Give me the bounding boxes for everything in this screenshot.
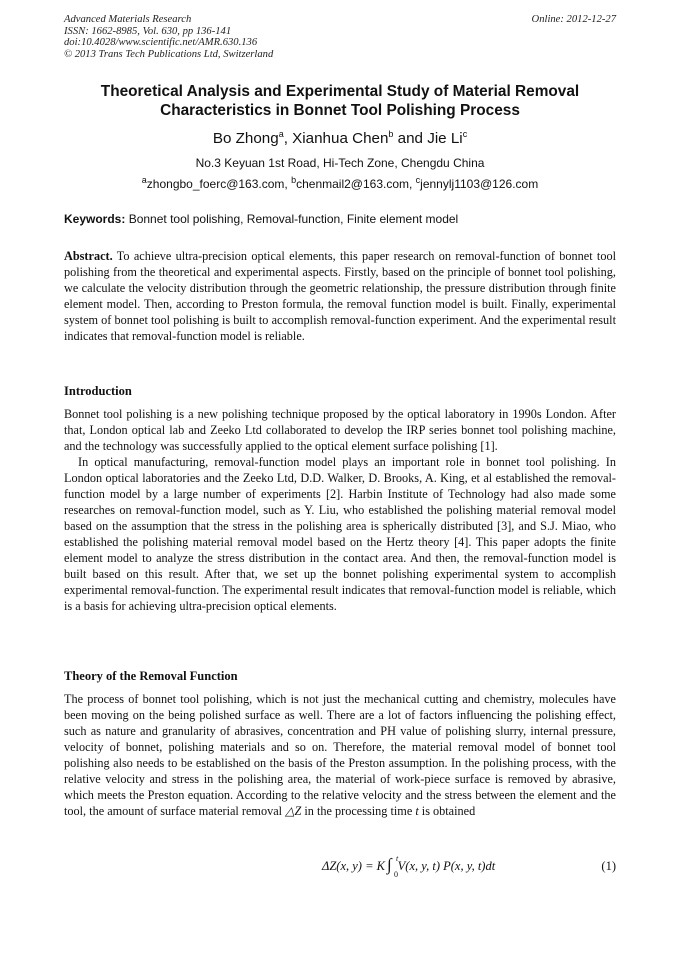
author-list bbox=[64, 130, 616, 148]
paper-title bbox=[64, 82, 616, 120]
journal-doi: doi:10.4028/www.scientific.net/AMR.630.136 bbox=[64, 37, 258, 49]
author-and: and bbox=[393, 130, 428, 147]
equation-expression bbox=[322, 854, 496, 879]
paper-title-line-2: Characteristics in Bonnet Tool Polishing Process bbox=[160, 102, 520, 119]
paragraph-text: in the processing time bbox=[301, 804, 416, 818]
author-separator: , bbox=[283, 130, 293, 147]
keywords bbox=[64, 212, 616, 227]
email-link[interactable]: zhongbo_foerc@163.com bbox=[146, 177, 285, 191]
paragraph-text: is obtained bbox=[418, 804, 476, 818]
email-link[interactable]: jennylj1103@126.com bbox=[420, 177, 539, 191]
integral-symbol: ∫ bbox=[386, 855, 392, 874]
affiliation: No.3 Keyuan 1st Road, Hi-Tech Zone, Chengdu China bbox=[195, 156, 485, 170]
time-symbol: t bbox=[415, 804, 419, 818]
paper-title-line-1: Theoretical Analysis and Experimental Study of Material Removal bbox=[100, 83, 580, 100]
paragraph-text: The process of bonnet tool polishing, which is not just the mechanical cutting and chemistry, molecules have been moving on the being polished surface as well. There are a lot of factors influencing the polishing effect, such as nature and granularity of abrasives, concentration and PH value of polishing slurry, internal pressure, velocity of bonnet, polishing materials and so on. Therefore, the material removal model of bonnet tool polishing also needs to be established on the basis of the Preston assumption. In the polishing process, with the relative velocity and stress in the polishing area, the material of work-piece surface is removed by abrasive, which meets the Preston equation. According to the relative velocity and the stress between the element and the tool, the amount of surface material removal bbox=[64, 692, 616, 818]
email-separator: , bbox=[409, 177, 416, 191]
email-separator: , bbox=[284, 177, 292, 191]
introduction-body bbox=[64, 406, 616, 614]
keywords-label: Keywords: bbox=[64, 212, 126, 226]
email-mark: a bbox=[141, 175, 147, 185]
paragraph bbox=[64, 691, 616, 819]
author-emails bbox=[64, 177, 616, 192]
email-link[interactable]: chenmail2@163.com bbox=[296, 177, 409, 191]
paragraph: In optical manufacturing, removal-function model plays an important role in bonnet tool polishing. In London optical laboratories and the Zeeko Ltd, D.D. Walker, D. Brooks, A. King, et al established the removal-function model by a large number of experiments [2]. Harbin Institute of Technology had also made some researches on removal-function model, such as Y. Liu, who established the polishing material removal model based on the assumption that the stress in the polishing area is spherically distributed [3], and S.J. Miao, who established the polishing material removal model based on the Hertz theory [4]. This paper adopts the finite element model to analyze the stress distribution in the contact area. And then, the removal-function model is built based on this result. After that, we set up the bonnet polishing experimental system to accomplish experimental removal-function. The experimental result indicates that removal-function model is reliable, which is a basis for achieving ultra-precision optical elements. bbox=[64, 455, 616, 613]
abstract bbox=[64, 248, 616, 344]
journal-header bbox=[64, 14, 616, 60]
integral-upper-limit: t bbox=[395, 854, 399, 863]
abstract-text: To achieve ultra-precision optical elements, this paper research on removal-function of bonnet tool polishing from the theoretical and experimental aspects. Firstly, based on the principle of bonnet tool polishing, we calculate the velocity distribution through the geometric relationship, the pressure distribution through finite element model. Then, according to Preston formula, the removal function model is built. Finally, experimental system of bonnet tool polishing is built to accomplish removal-function experiment. And the experimental result indicates that removal-function model is reliable. bbox=[64, 249, 616, 343]
online-date: Online: 2012-12-27 bbox=[531, 14, 616, 25]
equation-number: (1) bbox=[601, 859, 616, 873]
keywords-text: Bonnet tool polishing, Removal-function, Finite element model bbox=[128, 212, 459, 226]
paragraph: Bonnet tool polishing is a new polishing technique proposed by the optical laboratory in 1990s London. After that, London optical lab and Zeeko Ltd collaborated to develop the IRP series bonnet tool polishing machine, and the technology was successfully applied to the optical element surface polishing [1]. bbox=[64, 407, 616, 453]
email-mark: b bbox=[291, 175, 297, 185]
section-heading-theory: Theory of the Removal Function bbox=[64, 669, 238, 683]
author-name: Bo Zhong bbox=[212, 130, 279, 147]
delta-z-symbol: △Z bbox=[285, 804, 302, 818]
author-name: Jie Li bbox=[427, 130, 463, 147]
theory-body bbox=[64, 691, 616, 819]
author-mark: a bbox=[278, 128, 284, 139]
equation-1 bbox=[64, 854, 616, 879]
author-name: Xianhua Chen bbox=[292, 130, 389, 147]
author-mark: b bbox=[388, 128, 394, 139]
journal-issn: ISSN: 1662-8985, Vol. 630, pp 136-141 bbox=[64, 25, 232, 37]
integral-lower-limit: 0 bbox=[393, 870, 398, 879]
equation-rhs: V(x, y, t) P(x, y, t)dt bbox=[397, 859, 496, 873]
equation-lhs: ΔZ(x, y) = K bbox=[322, 859, 385, 873]
section-heading-introduction: Introduction bbox=[64, 384, 132, 398]
abstract-label: Abstract. bbox=[64, 249, 113, 263]
email-mark: c bbox=[415, 175, 421, 185]
author-mark: c bbox=[462, 128, 468, 139]
journal-copyright: © 2013 Trans Tech Publications Ltd, Switzerland bbox=[64, 48, 274, 60]
journal-name: Advanced Materials Research bbox=[64, 14, 192, 25]
integral-sign bbox=[386, 854, 399, 879]
